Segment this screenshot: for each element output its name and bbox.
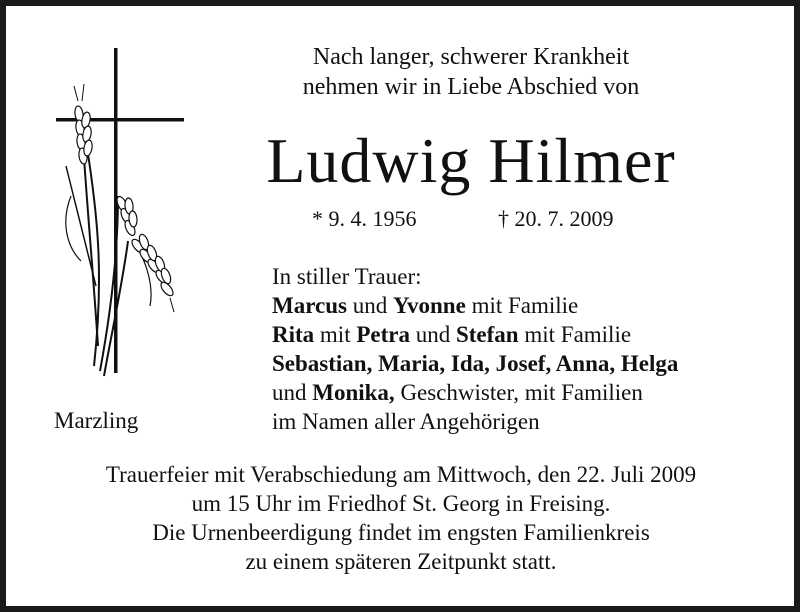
mourner-line <box>272 320 782 349</box>
mourner-names: Sebastian, Maria, Ida, Josef, Anna, Helga <box>272 351 679 376</box>
mourner-line <box>272 378 782 407</box>
relation-text: mit Familie <box>518 322 632 347</box>
mourners-list <box>272 262 782 436</box>
connector-text: mit <box>314 322 357 347</box>
intro-line: nehmen wir in Liebe Abschied von <box>302 74 640 100</box>
connector-text: und <box>346 293 393 318</box>
connector-text: und <box>272 380 313 405</box>
mourner-name: Monika, <box>312 380 395 405</box>
death-date: † 20. 7. 2009 <box>498 206 614 231</box>
deceased-name: Ludwig Hilmer <box>266 125 676 196</box>
place-name: Marzling <box>54 408 139 433</box>
mourner-name: Rita <box>272 322 315 347</box>
service-line: Die Urnenbeerdigung findet im engsten Familienkreis <box>152 520 650 545</box>
mourner-name: Yvonne <box>392 293 466 318</box>
mourner-line <box>272 291 782 320</box>
relation-text: Geschwister, mit Familien <box>394 380 643 405</box>
connector-text: und <box>409 322 456 347</box>
service-line: zu einem späteren Zeitpunkt statt. <box>245 549 557 574</box>
intro-text <box>206 42 736 102</box>
mourner-name: Stefan <box>455 322 519 347</box>
mourner-name: Marcus <box>272 293 347 318</box>
relation-text: mit Familie <box>465 293 579 318</box>
birth-date: * 9. 4. 1956 <box>312 206 417 231</box>
mourning-heading: In stiller Trauer: <box>272 264 422 289</box>
service-line: um 15 Uhr im Friedhof St. Georg in Freising. <box>191 491 611 516</box>
service-info <box>26 460 776 576</box>
cross-with-wheat-icon <box>46 46 196 386</box>
service-line: Trauerfeier mit Verabschiedung am Mittwoch, den 22. Juli 2009 <box>105 462 697 487</box>
mourner-line <box>272 349 782 378</box>
mourner-name: Petra <box>356 322 410 347</box>
intro-line: Nach langer, schwerer Krankheit <box>312 44 630 70</box>
mourner-line: im Namen aller Angehörigen <box>272 409 540 434</box>
life-dates <box>206 206 736 236</box>
